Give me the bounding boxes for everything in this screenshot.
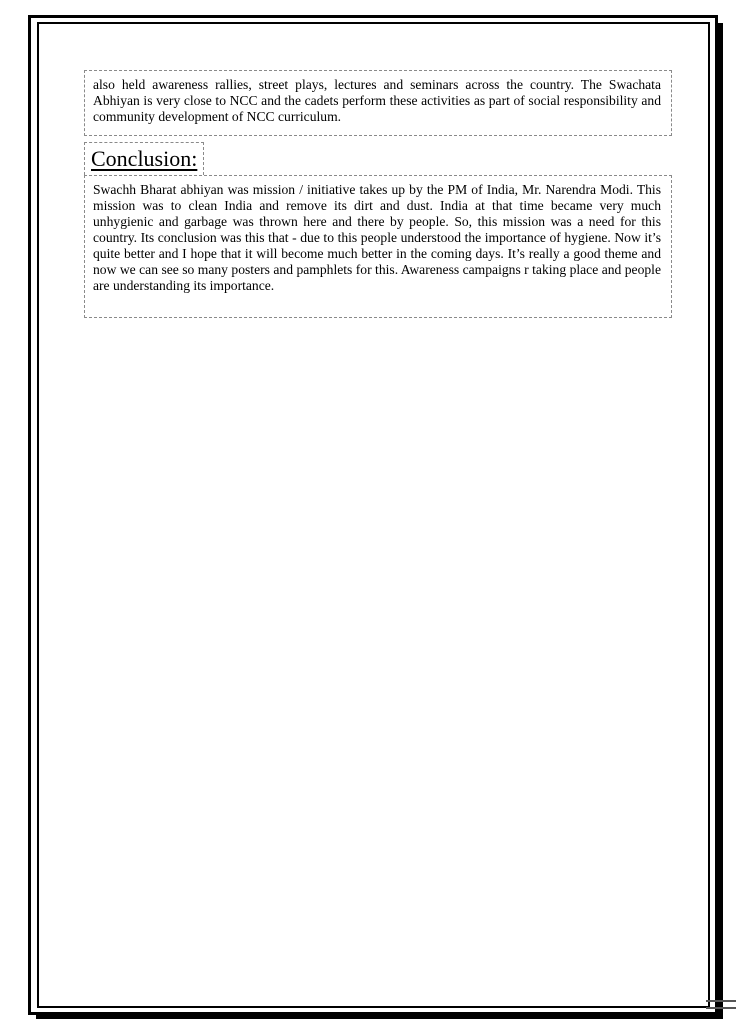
- intro-paragraph: also held awareness rallies, street plays, lectures and seminars across the country. The Swachata Abhiyan is very close to NCC and the cadets perform these activities as part of social responsibility and community development of NCC curriculum.: [84, 70, 672, 136]
- conclusion-heading: Conclusion:: [84, 142, 204, 175]
- page-border-shadow-right: [718, 23, 723, 1019]
- menu-lines-icon: [706, 1000, 736, 1014]
- page-border-shadow-bottom: [36, 1015, 723, 1019]
- conclusion-paragraph: Swachh Bharat abhiyan was mission / initiative takes up by the PM of India, Mr. Narendra Modi. This mission was to clean India and remove its dirt and dust. India at that time became very much unhygienic and garbage was thrown here and there by people. So, this mission was a need for this country. Its conclusion was this that - due to this people understood the importance of hygiene. Now it’s quite better and I hope that it will become much better in the coming days. It’s really a good theme and now we can see so many posters and pamphlets for this. Awareness campaigns r taking place and people are understanding its importance.: [84, 175, 672, 318]
